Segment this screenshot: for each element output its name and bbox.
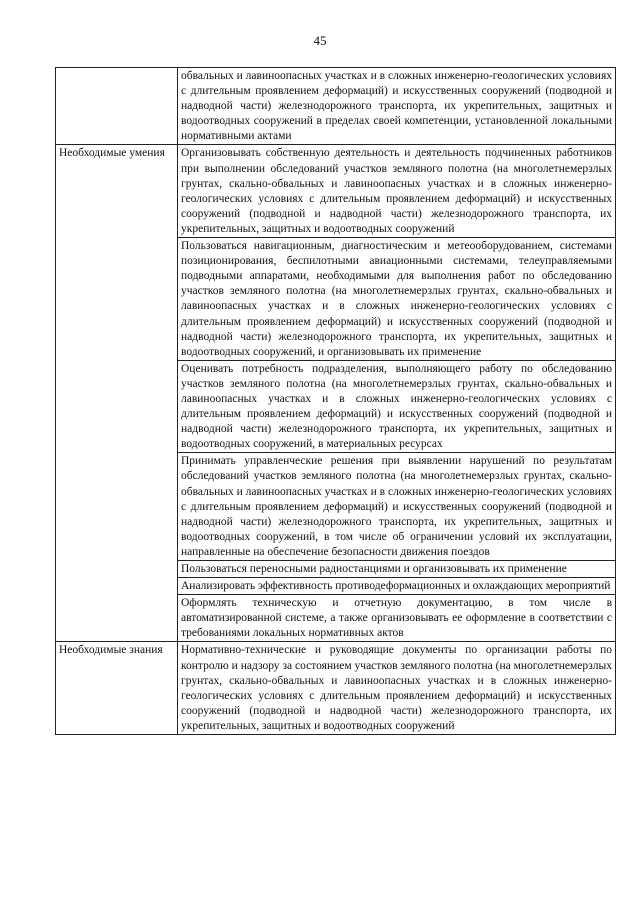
table-row: [56, 68, 616, 145]
table-row: [56, 642, 616, 735]
table-row: [56, 145, 616, 238]
requirements-table-body: [56, 68, 616, 735]
requirement-text-cell: Нормативно-технические и руководящие документы по организации работы по контролю и надзору за состоянием участков земляного полотна (на многолетнемерзлых грунтах, скально-обвальных и лавиноопасных участках и в сложных инженерно-геологических условиях с длительным проявлением деформаций) и искусственных сооружений (подводной и надводной части) железнодорожного транспорта, их укрепительных, защитных и водоотводных сооружений: [178, 642, 616, 735]
requirement-text-cell: обвальных и лавиноопасных участках и в сложных инженерно-геологических условиях с длительным проявлением деформаций) и искусственных сооружений (подводной и надводной части) железнодорожного транспорта, их укрепительных, защитных и водоотводных сооружений в пределах своей компетенции, установленной локальными нормативными актами: [178, 68, 616, 145]
requirement-text-cell: Пользоваться переносными радиостанциями и организовывать их применение: [178, 561, 616, 578]
requirement-text-cell: Анализировать эффективность противодеформационных и охлаждающих мероприятий: [178, 578, 616, 595]
page-number: 45: [313, 33, 327, 48]
knowledge-section-label: Необходимые знания: [56, 642, 178, 735]
requirement-text-cell: Оценивать потребность подразделения, выполняющего работу по обследованию участков земляного полотна (на многолетнемерзлых грунтах, скально-обвальных и лавиноопасных участках и в сложных инженерно-геологических условиях с длительным проявлением деформаций) и искусственных сооружений (подводной и надводной части) железнодорожного транспорта, их укрепительных, защитных и водоотводных сооружений, в материальных ресурсах: [178, 360, 616, 453]
requirement-text-cell: Пользоваться навигационным, диагностическим и метеооборудованием, системами позиционирования, беспилотными авиационными системами, телеуправляемыми подводными аппаратами, необходимыми для выполнения работ по обследованию участков земляного полотна (на многолетнемерзлых грунтах, скально-обвальных и лавиноопасных участках и в сложных инженерно-геологических условиях с длительным проявлением деформаций) и искусственных сооружений (подводной и надводной части) железнодорожного транспорта, их укрепительных, защитных и водоотводных сооружений, и организовывать их применение: [178, 238, 616, 361]
requirement-text-cell: Оформлять техническую и отчетную документацию, в том числе в автоматизированной системе, а также организовывать ее оформление в соответствии с требованиями локальных нормативных актов: [178, 595, 616, 642]
requirements-table: [55, 67, 616, 735]
requirement-text-cell: Организовывать собственную деятельность и деятельность подчиненных работников при выполнении обследований участков земляного полотна (на многолетнемерзлых грунтах, скально-обвальных и лавиноопасных участках и в сложных инженерно-геологических условиях с длительным проявлением деформаций) и искусственных сооружений (подводной и надводной части) железнодорожного транспорта, их укрепительных, защитных и водоотводных сооружений: [178, 145, 616, 238]
row-label-cell: [56, 68, 178, 145]
skills-section-label: Необходимые умения: [56, 145, 178, 642]
requirement-text-cell: Принимать управленческие решения при выявлении нарушений по результатам обследований участков земляного полотна (на многолетнемерзлых грунтах, скально-обвальных и лавиноопасных участках и в сложных инженерно-геологических условиях с длительным проявлением деформаций) и искусственных сооружений (подводной и надводной части) железнодорожного транспорта, их укрепительных, защитных и водоотводных сооружений, в том числе об ограничении условий их эксплуатации, направленные на обеспечение безопасности движения поездов: [178, 453, 616, 561]
